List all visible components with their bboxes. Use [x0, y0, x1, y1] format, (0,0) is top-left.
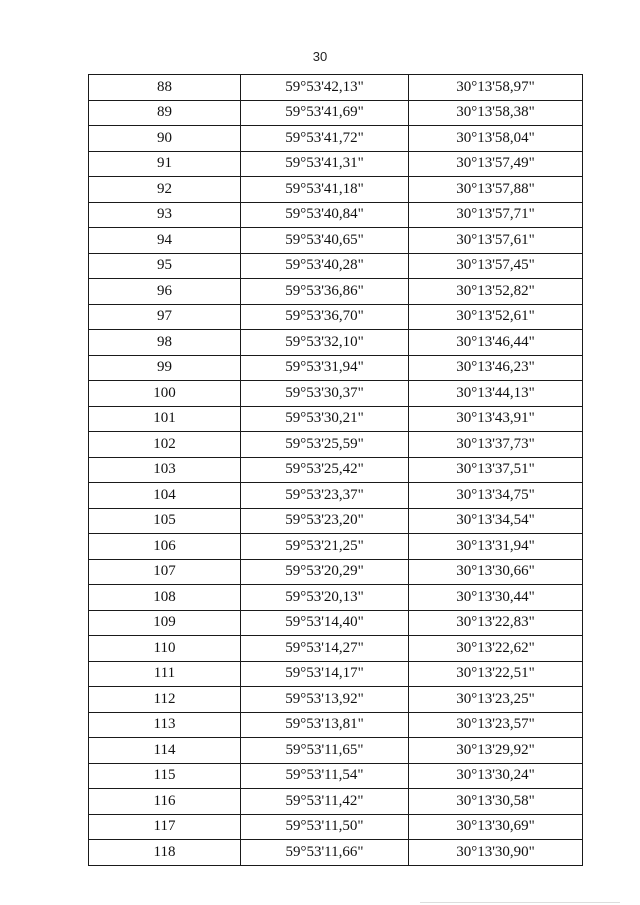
latitude-cell: 59°53'42,13": [241, 75, 409, 101]
longitude-cell: 30°13'44,13": [409, 381, 583, 407]
table-row: [89, 253, 583, 279]
longitude-cell: 30°13'22,51": [409, 661, 583, 687]
point-number-cell: 102: [89, 432, 241, 458]
point-number-cell: 103: [89, 457, 241, 483]
longitude-cell: 30°13'34,75": [409, 483, 583, 509]
scan-edge-line: [420, 902, 620, 903]
latitude-cell: 59°53'32,10": [241, 330, 409, 356]
latitude-cell: 59°53'11,65": [241, 738, 409, 764]
table-row: [89, 559, 583, 585]
point-number-cell: 117: [89, 814, 241, 840]
point-number-cell: 97: [89, 304, 241, 330]
point-number-cell: 111: [89, 661, 241, 687]
table-row: [89, 355, 583, 381]
table-row: [89, 100, 583, 126]
latitude-cell: 59°53'23,20": [241, 508, 409, 534]
point-number-cell: 88: [89, 75, 241, 101]
latitude-cell: 59°53'30,37": [241, 381, 409, 407]
point-number-cell: 91: [89, 151, 241, 177]
longitude-cell: 30°13'34,54": [409, 508, 583, 534]
latitude-cell: 59°53'31,94": [241, 355, 409, 381]
table-row: [89, 840, 583, 866]
longitude-cell: 30°13'57,45": [409, 253, 583, 279]
table-row: [89, 712, 583, 738]
table-row: [89, 585, 583, 611]
point-number-cell: 89: [89, 100, 241, 126]
table-row: [89, 661, 583, 687]
page-number: 30: [312, 49, 328, 64]
point-number-cell: 113: [89, 712, 241, 738]
latitude-cell: 59°53'40,28": [241, 253, 409, 279]
point-number-cell: 118: [89, 840, 241, 866]
table-row: [89, 330, 583, 356]
longitude-cell: 30°13'52,82": [409, 279, 583, 305]
longitude-cell: 30°13'58,38": [409, 100, 583, 126]
table-row: [89, 457, 583, 483]
longitude-cell: 30°13'30,58": [409, 789, 583, 815]
table-row: [89, 483, 583, 509]
coordinates-table: [88, 74, 583, 866]
point-number-cell: 100: [89, 381, 241, 407]
longitude-cell: 30°13'57,88": [409, 177, 583, 203]
point-number-cell: 109: [89, 610, 241, 636]
table-row: [89, 406, 583, 432]
point-number-cell: 112: [89, 687, 241, 713]
latitude-cell: 59°53'40,65": [241, 228, 409, 254]
latitude-cell: 59°53'25,59": [241, 432, 409, 458]
point-number-cell: 95: [89, 253, 241, 279]
table-row: [89, 381, 583, 407]
longitude-cell: 30°13'30,69": [409, 814, 583, 840]
table-row: [89, 202, 583, 228]
longitude-cell: 30°13'57,71": [409, 202, 583, 228]
longitude-cell: 30°13'31,94": [409, 534, 583, 560]
latitude-cell: 59°53'13,92": [241, 687, 409, 713]
table-row: [89, 534, 583, 560]
point-number-cell: 107: [89, 559, 241, 585]
point-number-cell: 94: [89, 228, 241, 254]
point-number-cell: 115: [89, 763, 241, 789]
latitude-cell: 59°53'14,40": [241, 610, 409, 636]
latitude-cell: 59°53'14,17": [241, 661, 409, 687]
longitude-cell: 30°13'58,97": [409, 75, 583, 101]
longitude-cell: 30°13'37,73": [409, 432, 583, 458]
latitude-cell: 59°53'23,37": [241, 483, 409, 509]
table-row: [89, 75, 583, 101]
latitude-cell: 59°53'40,84": [241, 202, 409, 228]
point-number-cell: 101: [89, 406, 241, 432]
table-row: [89, 432, 583, 458]
table-row: [89, 789, 583, 815]
longitude-cell: 30°13'30,24": [409, 763, 583, 789]
table-row: [89, 508, 583, 534]
longitude-cell: 30°13'29,92": [409, 738, 583, 764]
latitude-cell: 59°53'20,13": [241, 585, 409, 611]
latitude-cell: 59°53'30,21": [241, 406, 409, 432]
longitude-cell: 30°13'22,62": [409, 636, 583, 662]
latitude-cell: 59°53'41,18": [241, 177, 409, 203]
longitude-cell: 30°13'30,90": [409, 840, 583, 866]
table-row: [89, 636, 583, 662]
point-number-cell: 99: [89, 355, 241, 381]
table-row: [89, 228, 583, 254]
table-row: [89, 763, 583, 789]
longitude-cell: 30°13'57,61": [409, 228, 583, 254]
latitude-cell: 59°53'20,29": [241, 559, 409, 585]
latitude-cell: 59°53'36,86": [241, 279, 409, 305]
point-number-cell: 104: [89, 483, 241, 509]
point-number-cell: 90: [89, 126, 241, 152]
table-row: [89, 279, 583, 305]
point-number-cell: 116: [89, 789, 241, 815]
latitude-cell: 59°53'11,54": [241, 763, 409, 789]
latitude-cell: 59°53'36,70": [241, 304, 409, 330]
latitude-cell: 59°53'13,81": [241, 712, 409, 738]
point-number-cell: 105: [89, 508, 241, 534]
latitude-cell: 59°53'11,50": [241, 814, 409, 840]
longitude-cell: 30°13'30,66": [409, 559, 583, 585]
longitude-cell: 30°13'46,23": [409, 355, 583, 381]
point-number-cell: 106: [89, 534, 241, 560]
point-number-cell: 96: [89, 279, 241, 305]
latitude-cell: 59°53'41,31": [241, 151, 409, 177]
latitude-cell: 59°53'21,25": [241, 534, 409, 560]
latitude-cell: 59°53'41,69": [241, 100, 409, 126]
latitude-cell: 59°53'25,42": [241, 457, 409, 483]
point-number-cell: 93: [89, 202, 241, 228]
longitude-cell: 30°13'22,83": [409, 610, 583, 636]
table-row: [89, 126, 583, 152]
latitude-cell: 59°53'11,42": [241, 789, 409, 815]
latitude-cell: 59°53'41,72": [241, 126, 409, 152]
longitude-cell: 30°13'57,49": [409, 151, 583, 177]
table-row: [89, 610, 583, 636]
latitude-cell: 59°53'14,27": [241, 636, 409, 662]
longitude-cell: 30°13'30,44": [409, 585, 583, 611]
table-row: [89, 177, 583, 203]
point-number-cell: 110: [89, 636, 241, 662]
point-number-cell: 92: [89, 177, 241, 203]
longitude-cell: 30°13'58,04": [409, 126, 583, 152]
table-row: [89, 687, 583, 713]
longitude-cell: 30°13'43,91": [409, 406, 583, 432]
point-number-cell: 108: [89, 585, 241, 611]
table-row: [89, 738, 583, 764]
longitude-cell: 30°13'52,61": [409, 304, 583, 330]
point-number-cell: 114: [89, 738, 241, 764]
table-row: [89, 304, 583, 330]
coordinates-table-body: [89, 75, 583, 866]
longitude-cell: 30°13'23,25": [409, 687, 583, 713]
table-row: [89, 151, 583, 177]
latitude-cell: 59°53'11,66": [241, 840, 409, 866]
point-number-cell: 98: [89, 330, 241, 356]
longitude-cell: 30°13'46,44": [409, 330, 583, 356]
table-row: [89, 814, 583, 840]
longitude-cell: 30°13'23,57": [409, 712, 583, 738]
longitude-cell: 30°13'37,51": [409, 457, 583, 483]
